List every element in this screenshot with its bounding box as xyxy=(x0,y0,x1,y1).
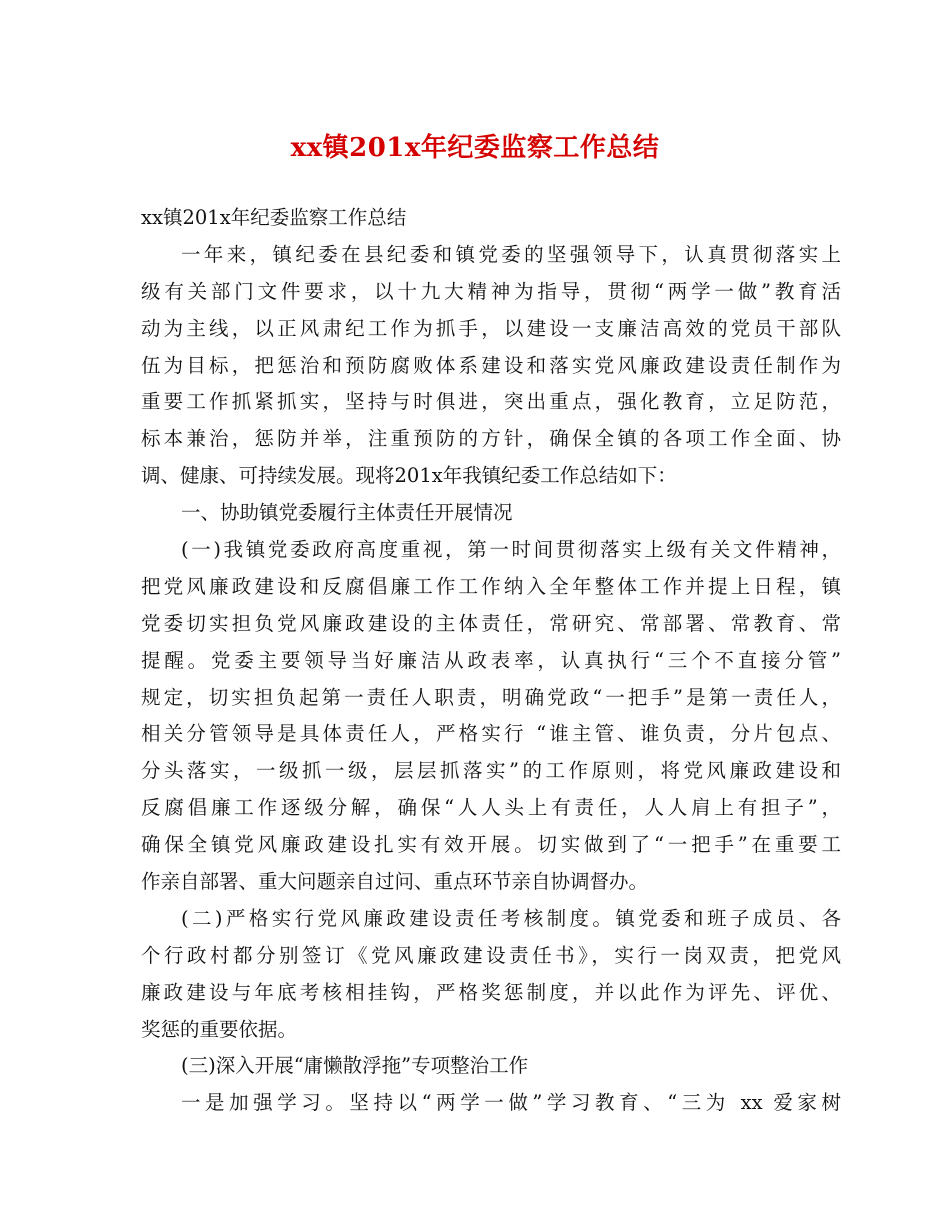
body-line: 反腐倡廉工作逐级分解，确保“人人头上有责任，人人肩上有担子”， xyxy=(141,796,841,820)
body-line: 标本兼治，惩防并举，注重预防的方针，确保全镇的各项工作全面、协 xyxy=(141,427,841,451)
body-line: 一是加强学习。坚持以“两学一做”学习教育、“三为 xx 爱家树 xyxy=(181,1091,841,1115)
body-line: 奖惩的重要依据。 xyxy=(141,1017,298,1041)
body-line: 伍为目标，把惩治和预防腐败体系建设和落实党风廉政建设责任制作为 xyxy=(141,353,841,377)
body-line: 把党风廉政建设和反腐倡廉工作工作纳入全年整体工作并提上日程，镇 xyxy=(141,574,841,598)
body-line: (二)严格实行党风廉政建设责任考核制度。镇党委和班子成员、各 xyxy=(181,906,841,930)
body-line: xx镇201x年纪委监察工作总结 xyxy=(141,206,407,229)
body-line: 党委切实担负党风廉政建设的主体责任，常研究、常部署、常教育、常 xyxy=(141,611,841,635)
body-line: 确保全镇党风廉政建设扎实有效开展。切实做到了“一把手”在重要工 xyxy=(141,833,841,857)
body-line: 个行政村都分别签订《党风廉政建设责任书》，实行一岗双责，把党风 xyxy=(141,943,841,967)
body-line: 提醒。党委主要领导当好廉洁从政表率，认真执行“三个不直接分管” xyxy=(141,648,841,672)
document-body xyxy=(141,200,841,1122)
body-line: 相关分管领导是具体责任人，严格实行 “谁主管、谁负责，分片包点、 xyxy=(141,722,841,746)
body-line: (三)深入开展“庸懒散浮拖”专项整治工作 xyxy=(181,1054,529,1078)
body-line: 分头落实，一级抓一级，层层抓落实”的工作原则，将党风廉政建设和 xyxy=(141,759,841,783)
body-line: 廉政建设与年底考核相挂钩，严格奖惩制度，并以此作为评先、评优、 xyxy=(141,980,841,1004)
document-title: xx镇201x年纪委监察工作总结 xyxy=(290,133,660,163)
body-line: 一年来，镇纪委在县纪委和镇党委的坚强领导下，认真贯彻落实上 xyxy=(181,242,841,266)
body-line: 一、协助镇党委履行主体责任开展情况 xyxy=(181,501,513,525)
body-line: 级有关部门文件要求，以十九大精神为指导，贯彻“两学一做”教育活 xyxy=(141,279,841,303)
body-line: 动为主线，以正风肃纪工作为抓手，以建设一支廉洁高效的党员干部队 xyxy=(141,316,841,340)
body-line: 调、健康、可持续发展。现将201x年我镇纪委工作总结如下： xyxy=(141,464,677,488)
body-line: 规定，切实担负起第一责任人职责，明确党政“一把手”是第一责任人， xyxy=(141,685,841,709)
body-line: 重要工作抓紧抓实，坚持与时俱进，突出重点，强化教育，立足防范， xyxy=(141,390,841,414)
body-line: (一)我镇党委政府高度重视，第一时间贯彻落实上级有关文件精神， xyxy=(181,538,841,562)
body-line: 作亲自部署、重大问题亲自过问、重点环节亲自协调督办。 xyxy=(141,870,649,894)
